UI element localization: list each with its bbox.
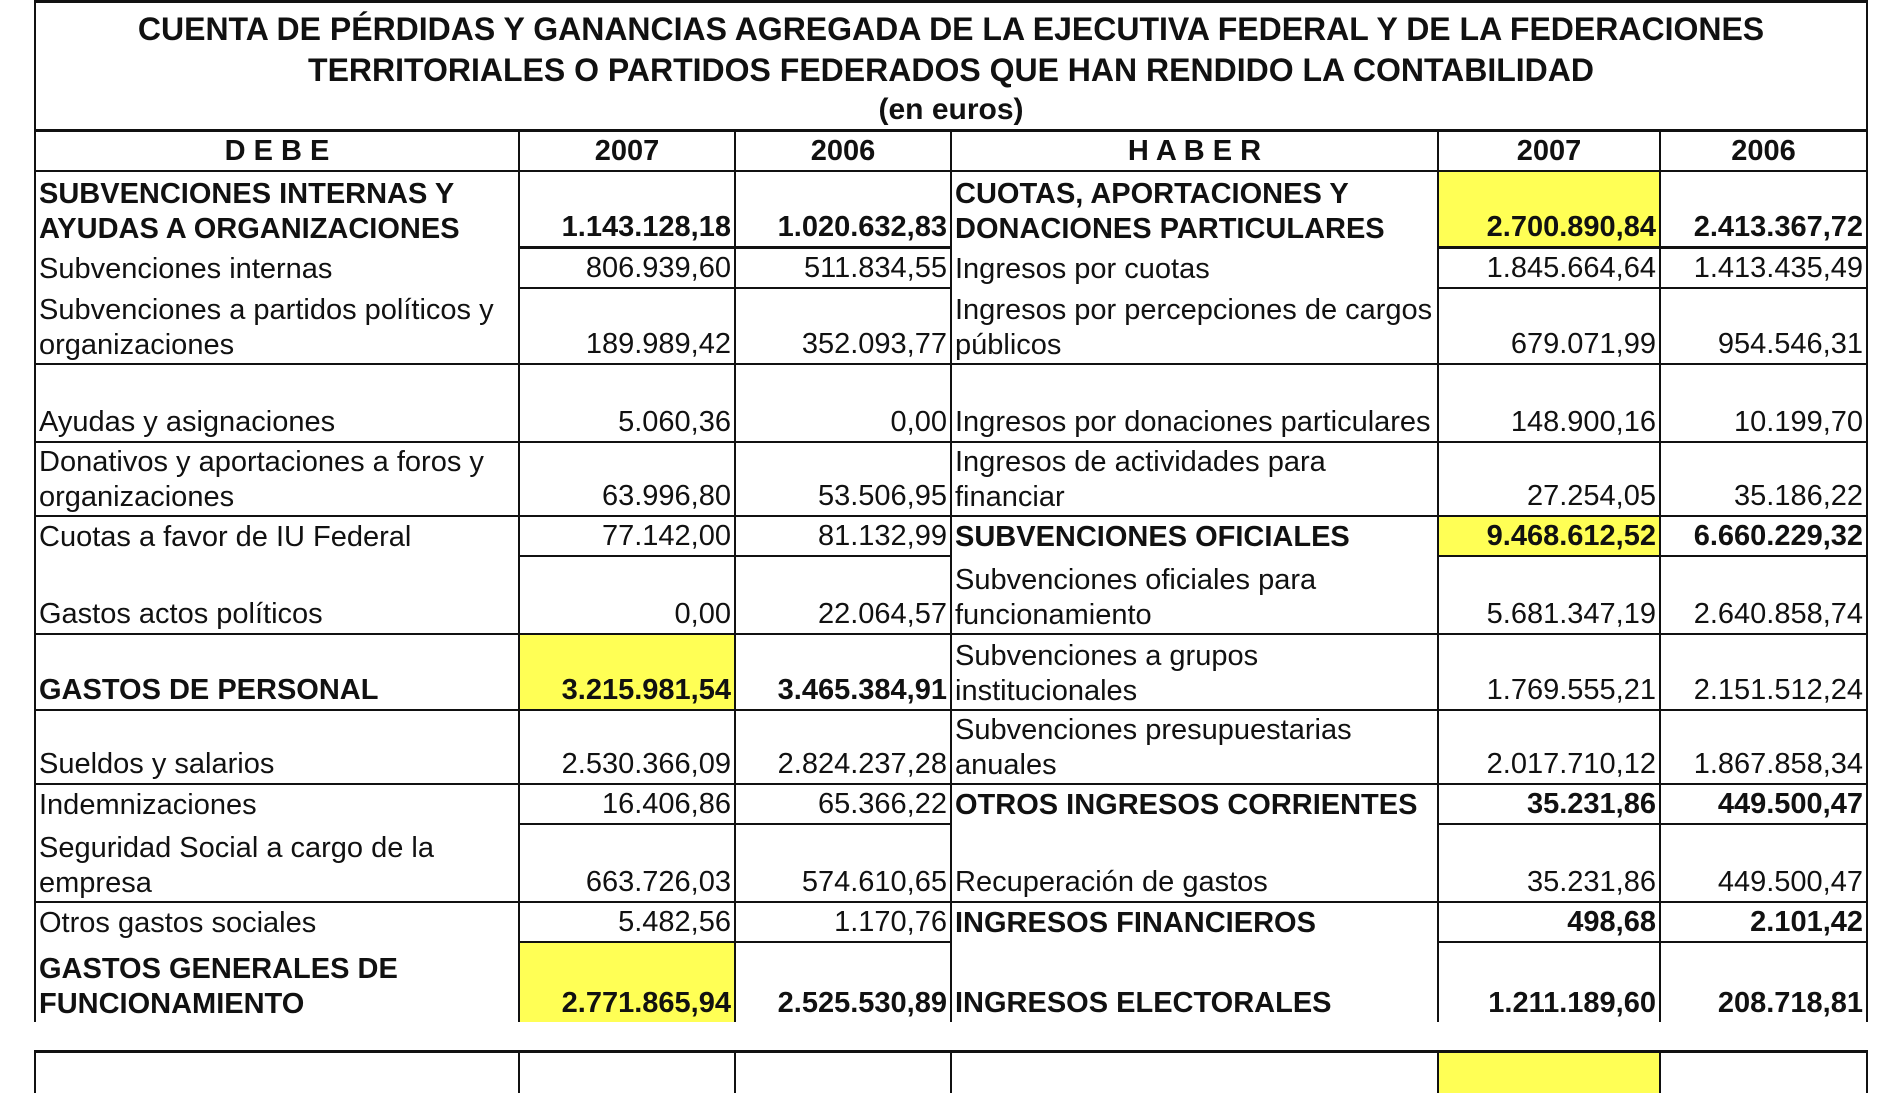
pyg-sheet xyxy=(34,0,1866,1093)
results-haber-2006-cell xyxy=(1660,1051,1867,1093)
results-debe-2006-cell xyxy=(735,1051,951,1093)
debe-2007-value: 5.482,56 xyxy=(519,902,735,942)
haber-2006-value: 2.640.858,74 xyxy=(1660,556,1867,634)
header-debe-2007: 2007 xyxy=(519,131,735,172)
haber-concept: SUBVENCIONES OFICIALES xyxy=(951,516,1438,556)
haber-2007-value: 9.468.612,52 xyxy=(1438,516,1660,556)
debe-2006-value: 3.465.384,91 xyxy=(735,634,951,710)
haber-concept: Ingresos por donaciones particulares xyxy=(951,364,1438,442)
haber-2006-value: 2.413.367,72 xyxy=(1660,171,1867,247)
haber-2007-value: 35.231,86 xyxy=(1438,824,1660,902)
debe-concept: GASTOS DE PERSONAL xyxy=(35,634,519,710)
haber-2007-value: 35.231,86 xyxy=(1438,784,1660,824)
debe-2006-value: 2.525.530,89 xyxy=(735,942,951,1022)
haber-concept: Ingresos de actividades para financiar xyxy=(951,442,1438,516)
debe-concept: Ayudas y asignaciones xyxy=(35,364,519,442)
debe-2007-value: 806.939,60 xyxy=(519,247,735,288)
debe-2006-value: 81.132,99 xyxy=(735,516,951,556)
haber-2006-value: 2.151.512,24 xyxy=(1660,634,1867,710)
header-debe-2006: 2006 xyxy=(735,131,951,172)
haber-2007-value: 2.700.890,84 xyxy=(1438,171,1660,247)
title-line-1: CUENTA DE PÉRDIDAS Y GANANCIAS AGREGADA DE LA EJECUTIVA FEDERAL Y DE LA FEDERACIONES xyxy=(137,11,1765,47)
results-debe-2007-cell xyxy=(519,1051,735,1093)
results-haber-cell xyxy=(951,1051,1438,1093)
debe-concept: Donativos y aportaciones a foros y organizaciones xyxy=(35,442,519,516)
debe-2007-value: 77.142,00 xyxy=(519,516,735,556)
haber-concept: OTROS INGRESOS CORRIENTES xyxy=(951,784,1438,824)
header-haber-2006: 2006 xyxy=(1660,131,1867,172)
haber-2007-value: 148.900,16 xyxy=(1438,364,1660,442)
debe-2006-value: 1.020.632,83 xyxy=(735,171,951,247)
haber-concept: INGRESOS FINANCIEROS xyxy=(951,902,1438,942)
table-row xyxy=(35,171,1867,247)
debe-2007-value: 0,00 xyxy=(519,556,735,634)
debe-concept: SUBVENCIONES INTERNAS Y AYUDAS A ORGANIZACIONES xyxy=(35,171,519,247)
debe-2006-value: 2.824.237,28 xyxy=(735,710,951,784)
haber-2007-value: 2.017.710,12 xyxy=(1438,710,1660,784)
debe-2006-value: 352.093,77 xyxy=(735,288,951,364)
table-row xyxy=(35,710,1867,784)
haber-concept: Ingresos por percepciones de cargos públicos xyxy=(951,288,1438,364)
haber-2006-value: 449.500,47 xyxy=(1660,824,1867,902)
haber-2007-value: 679.071,99 xyxy=(1438,288,1660,364)
debe-2006-value: 65.366,22 xyxy=(735,784,951,824)
haber-2007-value: 498,68 xyxy=(1438,902,1660,942)
header-debe: D E B E xyxy=(35,131,519,172)
debe-concept: Indemnizaciones xyxy=(35,784,519,824)
debe-2006-value: 22.064,57 xyxy=(735,556,951,634)
haber-2006-value: 1.413.435,49 xyxy=(1660,247,1867,288)
table-row xyxy=(35,516,1867,556)
debe-2007-value: 2.530.366,09 xyxy=(519,710,735,784)
debe-concept: Seguridad Social a cargo de la empresa xyxy=(35,824,519,902)
debe-2006-value: 511.834,55 xyxy=(735,247,951,288)
haber-2007-value: 27.254,05 xyxy=(1438,442,1660,516)
header-haber: H A B E R xyxy=(951,131,1438,172)
table-row xyxy=(35,784,1867,824)
debe-2006-value: 574.610,65 xyxy=(735,824,951,902)
results-haber-2007-cell xyxy=(1438,1051,1660,1093)
debe-2007-value: 16.406,86 xyxy=(519,784,735,824)
haber-2006-value: 449.500,47 xyxy=(1660,784,1867,824)
table-row xyxy=(35,556,1867,634)
haber-concept: CUOTAS, APORTACIONES Y DONACIONES PARTICULARES xyxy=(951,171,1438,247)
debe-2007-value: 663.726,03 xyxy=(519,824,735,902)
table-row xyxy=(35,247,1867,288)
debe-2007-value: 1.143.128,18 xyxy=(519,171,735,247)
debe-2006-value: 0,00 xyxy=(735,364,951,442)
haber-2006-value: 1.867.858,34 xyxy=(1660,710,1867,784)
results-table-cropped xyxy=(34,1050,1868,1093)
debe-concept: GASTOS GENERALES DE FUNCIONAMIENTO xyxy=(35,942,519,1022)
table-row xyxy=(35,442,1867,516)
debe-concept: Sueldos y salarios xyxy=(35,710,519,784)
haber-2007-value: 1.769.555,21 xyxy=(1438,634,1660,710)
haber-2006-value: 954.546,31 xyxy=(1660,288,1867,364)
haber-concept: Subvenciones presupuestarias anuales xyxy=(951,710,1438,784)
haber-concept: Subvenciones oficiales para funcionamiento xyxy=(951,556,1438,634)
debe-2007-value: 3.215.981,54 xyxy=(519,634,735,710)
haber-2006-value: 10.199,70 xyxy=(1660,364,1867,442)
table-row xyxy=(35,634,1867,710)
haber-2007-value: 1.845.664,64 xyxy=(1438,247,1660,288)
debe-2007-value: 2.771.865,94 xyxy=(519,942,735,1022)
title-units: (en euros) xyxy=(878,93,1024,126)
haber-2006-value: 2.101,42 xyxy=(1660,902,1867,942)
pyg-table xyxy=(34,0,1868,1022)
debe-2006-value: 1.170,76 xyxy=(735,902,951,942)
debe-2007-value: 5.060,36 xyxy=(519,364,735,442)
table-row xyxy=(35,824,1867,902)
header-haber-2007: 2007 xyxy=(1438,131,1660,172)
haber-2006-value: 35.186,22 xyxy=(1660,442,1867,516)
debe-concept: Otros gastos sociales xyxy=(35,902,519,942)
debe-2006-value: 53.506,95 xyxy=(735,442,951,516)
debe-concept: Subvenciones internas xyxy=(35,247,519,288)
table-row xyxy=(35,364,1867,442)
debe-concept: Cuotas a favor de IU Federal xyxy=(35,516,519,556)
haber-concept: Ingresos por cuotas xyxy=(951,247,1438,288)
haber-concept: Recuperación de gastos xyxy=(951,824,1438,902)
results-debe-cell xyxy=(35,1051,519,1093)
table-row xyxy=(35,288,1867,364)
haber-2006-value: 6.660.229,32 xyxy=(1660,516,1867,556)
debe-concept: Gastos actos políticos xyxy=(35,556,519,634)
haber-2006-value: 208.718,81 xyxy=(1660,942,1867,1022)
debe-concept: Subvenciones a partidos políticos y organizaciones xyxy=(35,288,519,364)
haber-concept: Subvenciones a grupos institucionales xyxy=(951,634,1438,710)
report-title xyxy=(35,2,1867,131)
haber-2007-value: 5.681.347,19 xyxy=(1438,556,1660,634)
haber-concept: INGRESOS ELECTORALES xyxy=(951,942,1438,1022)
debe-2007-value: 63.996,80 xyxy=(519,442,735,516)
table-row xyxy=(35,902,1867,942)
title-line-2: TERRITORIALES O PARTIDOS FEDERADOS QUE HAN RENDIDO LA CONTABILIDAD xyxy=(308,52,1594,88)
table-row xyxy=(35,942,1867,1022)
haber-2007-value: 1.211.189,60 xyxy=(1438,942,1660,1022)
debe-2007-value: 189.989,42 xyxy=(519,288,735,364)
